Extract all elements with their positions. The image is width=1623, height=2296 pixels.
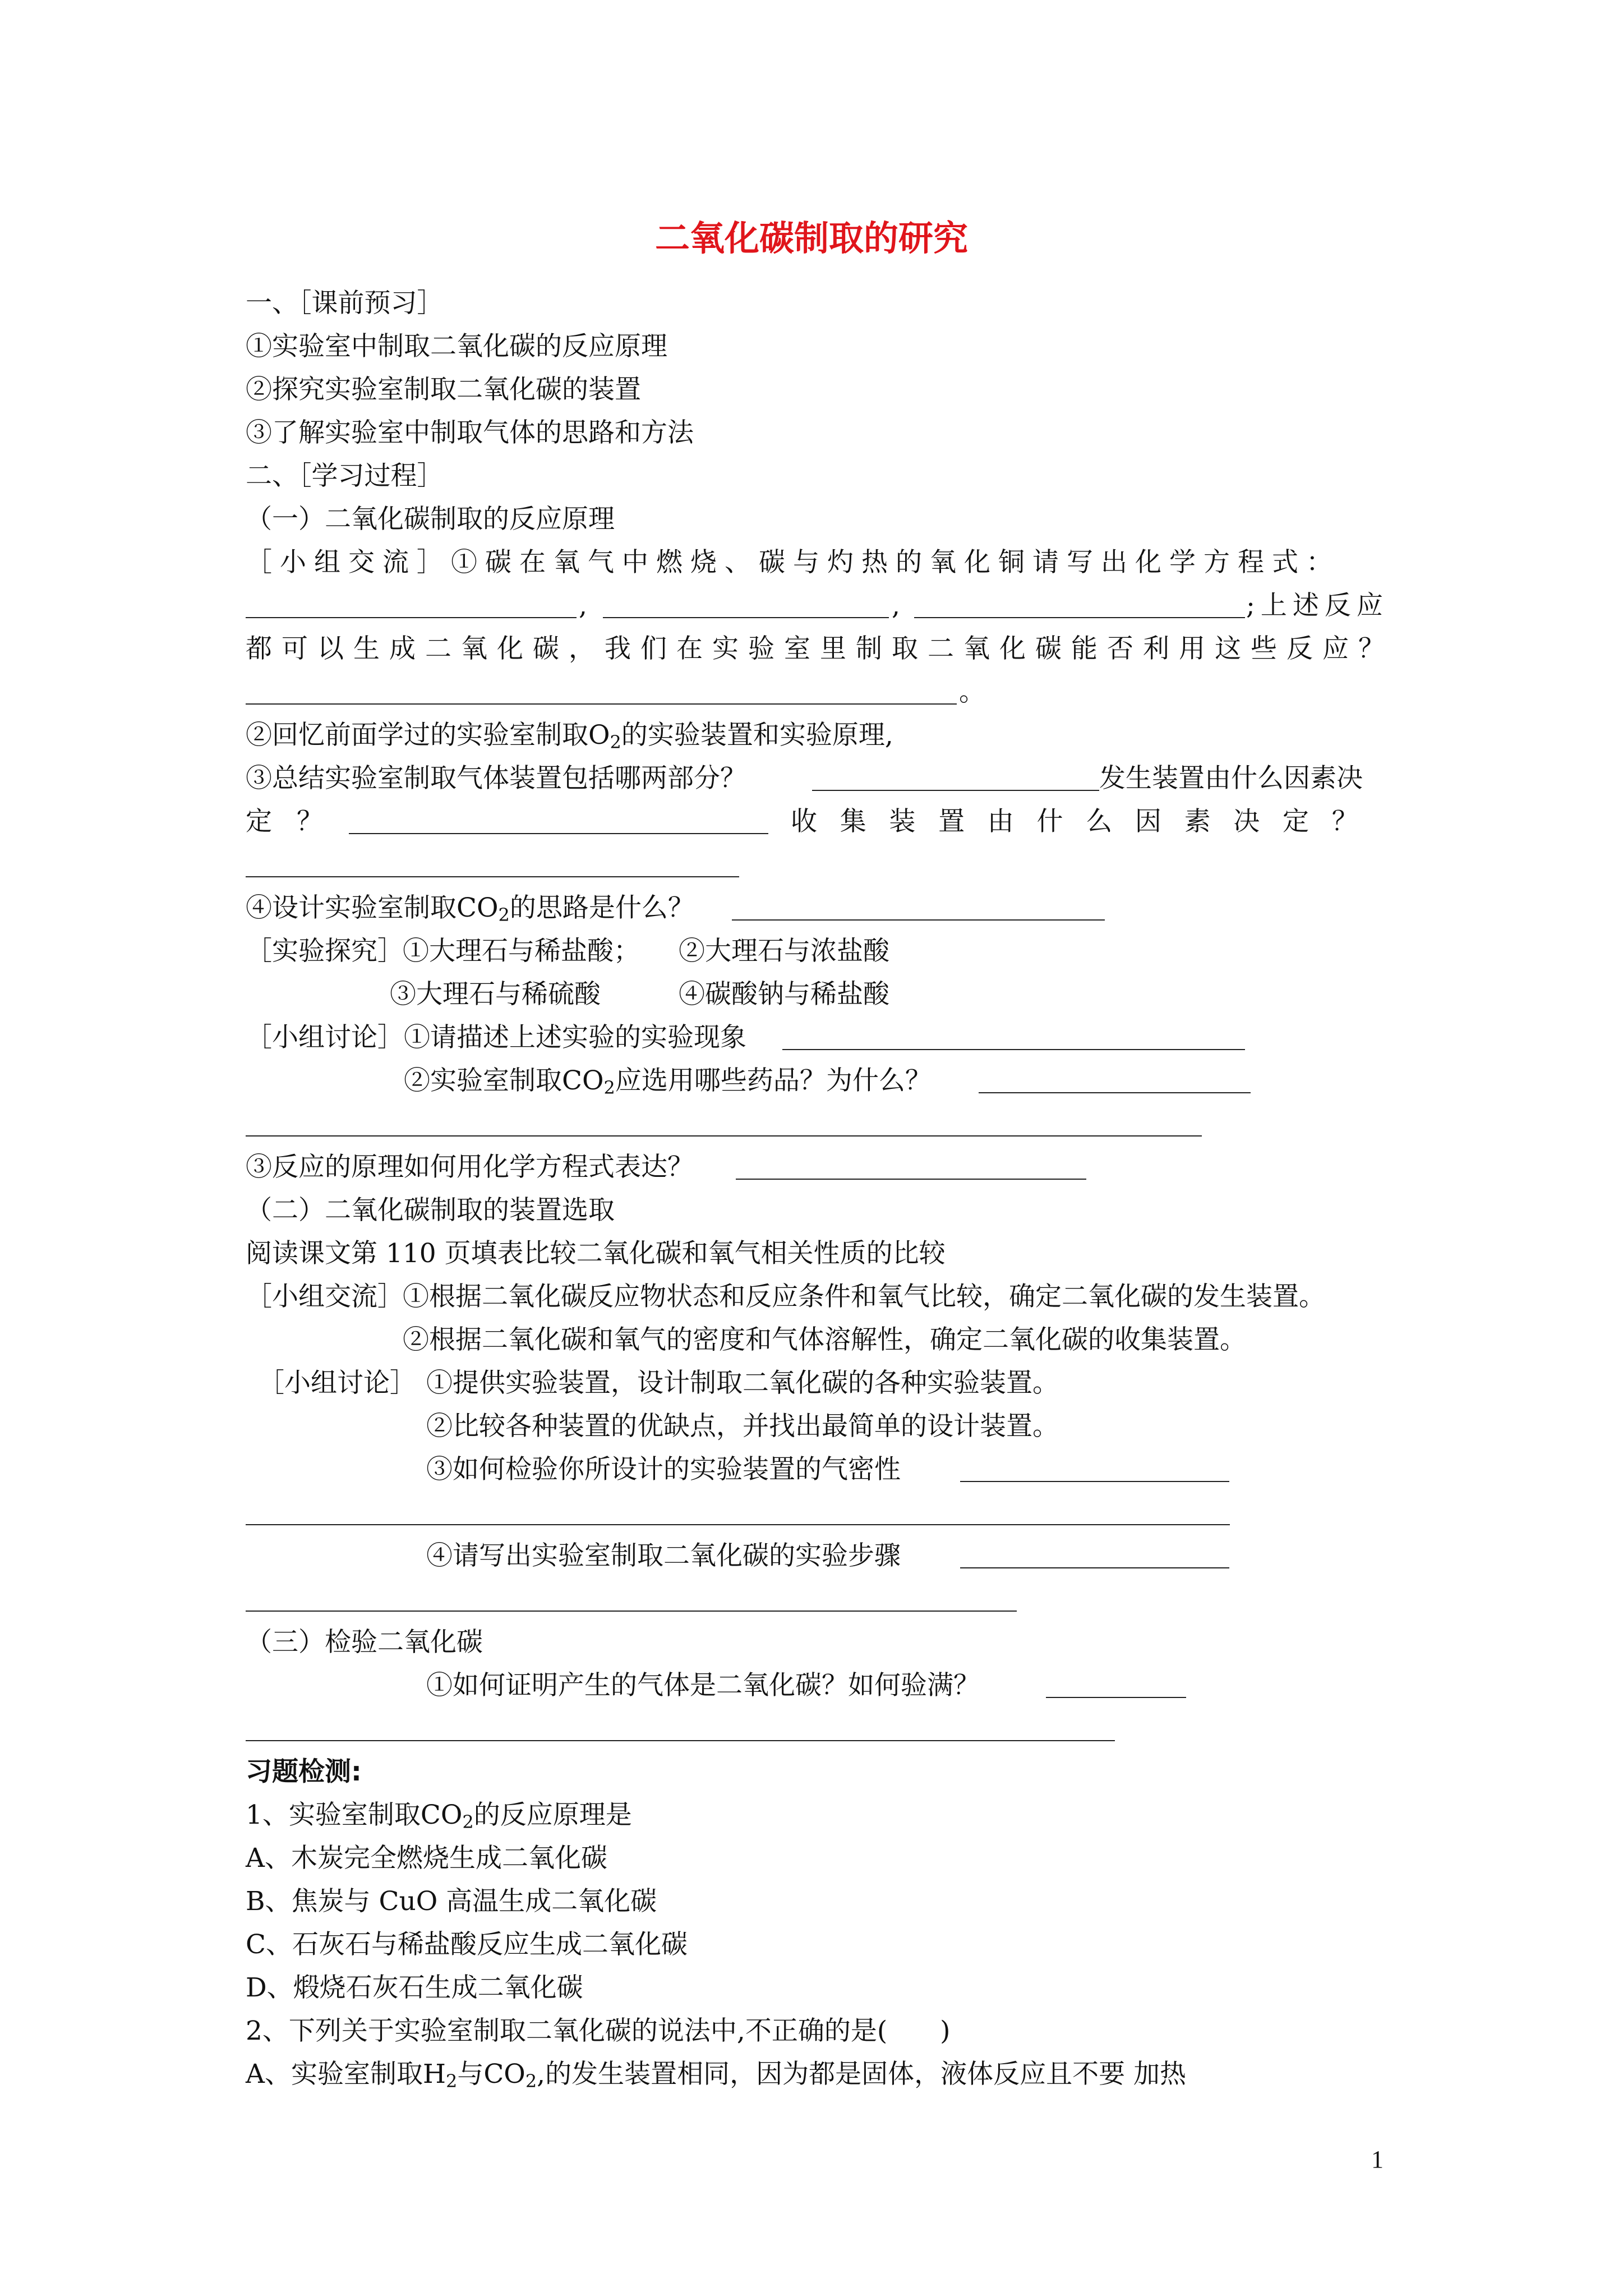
answer-blank[interactable] — [246, 876, 739, 877]
experiment-label: ［实验探究］ — [246, 936, 404, 967]
answer-blank[interactable] — [960, 1481, 1229, 1482]
answer-blank[interactable] — [914, 617, 1245, 618]
pre-study-item-2: ②探究实验室制取二氧化碳的装置 — [246, 374, 641, 405]
group-exchange-2-item-2: ②根据二氧化碳和氧气的密度和气体溶解性，确定二氧化碳的收集装置。 — [403, 1324, 1246, 1355]
reaction-question: ③反应的原理如何用化学方程式表达？ — [246, 1152, 694, 1182]
discussion-2-item-2: ②比较各种装置的优缺点，并找出最简单的设计装置。 — [426, 1411, 1059, 1442]
exercises-heading: 习题检测: — [246, 1756, 362, 1787]
answer-blank[interactable] — [979, 1092, 1251, 1093]
section-3-heading: （三）检验二氧化碳 — [246, 1627, 483, 1658]
summary-line-c1: 定？ — [246, 806, 348, 837]
summary-question-cont: 发生装置由什么因素决 — [1099, 763, 1363, 794]
experiment-item-3: ③大理石与稀硫酸 — [390, 979, 601, 1010]
discussion-2-item-4: ④请写出实验室制取二氧化碳的实验步骤 — [426, 1540, 901, 1571]
answer-blank[interactable] — [736, 1179, 1086, 1180]
blank-separator: , — [579, 590, 587, 621]
question-line: 都可以生成二氧化碳，我们在实验室里制取二氧化碳能否利用这些反应？ — [246, 633, 1394, 664]
discussion-item-2: ②实验室制取$CO_2$应选用哪些药品？为什么？ — [404, 1065, 932, 1098]
experiment-item-1: ①大理石与稀盐酸； — [403, 936, 640, 967]
experiment-item-4: ④碳酸钠与稀盐酸 — [679, 979, 889, 1010]
page-title: 二氧化碳制取的研究 — [654, 218, 968, 259]
answer-blank[interactable] — [246, 1611, 1017, 1612]
question-1-option-b: B、焦炭与 CuO 高温生成二氧化碳 — [246, 1886, 657, 1917]
question-2-option-a: A、实验室制取$H_2$与$CO_2$,的发生装置相同，因为都是固体，液体反应且不要 加热 — [246, 2059, 1187, 2092]
answer-blank[interactable] — [960, 1567, 1229, 1568]
pre-study-heading: 一、［课前预习］ — [246, 288, 444, 319]
period: 。 — [959, 677, 985, 707]
question-2: 2、下列关于实验室制取二氧化碳的说法中,不正确的是( ) — [246, 2016, 951, 2046]
discussion-2-label: ［小组讨论］ — [258, 1368, 416, 1398]
page-number: 1 — [1371, 2146, 1384, 2173]
blank-end-text: ;上述反应 — [1246, 590, 1389, 621]
answer-blank[interactable] — [246, 703, 957, 705]
section-2-heading: （二）二氧化碳制取的装置选取 — [246, 1195, 615, 1226]
discussion-label: ［小组讨论］ — [246, 1022, 404, 1053]
pre-study-item-1: ①实验室中制取二氧化碳的反应原理 — [246, 331, 667, 362]
pre-study-item-3: ③了解实验室中制取气体的思路和方法 — [246, 417, 694, 448]
design-question: ④设计实验室制取$CO_2$的思路是什么？ — [246, 892, 694, 926]
question-1: 1、实验室制取$CO_2$的反应原理是 — [246, 1800, 632, 1833]
answer-blank[interactable] — [732, 919, 1105, 921]
answer-blank[interactable] — [246, 1135, 1202, 1137]
experiment-item-2: ②大理石与浓盐酸 — [679, 936, 889, 967]
question-1-option-d: D、煅烧石灰石生成二氧化碳 — [246, 1972, 583, 2003]
answer-blank[interactable] — [246, 1740, 1115, 1741]
answer-blank[interactable] — [246, 617, 577, 618]
group-exchange-2-item-1: ①根据二氧化碳反应物状态和反应条件和氧气比较，确定二氧化碳的发生装置。 — [403, 1281, 1325, 1312]
summary-question: ③总结实验室制取气体装置包括哪两部分？ — [246, 763, 746, 794]
question-1-option-c: C、石灰石与稀盐酸反应生成二氧化碳 — [246, 1929, 688, 1960]
answer-blank[interactable] — [812, 790, 1099, 791]
group-exchange-2-label: ［小组交流］ — [246, 1281, 404, 1312]
section-1-heading: （一）二氧化碳制取的反应原理 — [246, 504, 615, 535]
section-3-item-1: ①如何证明产生的气体是二氧化碳？如何验满？ — [426, 1670, 980, 1701]
answer-blank[interactable] — [603, 617, 889, 618]
recall-line: ②回忆前面学过的实验室制取$O_2$的实验装置和实验原理, — [246, 720, 893, 753]
blank-separator: , — [892, 590, 900, 621]
reading-instruction: 阅读课文第 110 页填表比较二氧化碳和氧气相关性质的比较 — [246, 1238, 946, 1269]
group-exchange-1: ［小组交流］①碳在氧气中燃烧、碳与灼热的氧化铜请写出化学方程式： — [246, 547, 1340, 578]
process-heading: 二、［学习过程］ — [246, 461, 444, 491]
answer-blank[interactable] — [349, 833, 768, 834]
discussion-2-item-3: ③如何检验你所设计的实验装置的气密性 — [426, 1454, 901, 1485]
discussion-2-item-1: ①提供实验装置，设计制取二氧化碳的各种实验装置。 — [426, 1368, 1059, 1398]
question-1-option-a: A、木炭完全燃烧生成二氧化碳 — [246, 1843, 607, 1874]
answer-blank[interactable] — [1046, 1697, 1186, 1698]
summary-line-c2: 收集装置由什么因素决定？ — [791, 806, 1381, 837]
answer-blank[interactable] — [782, 1049, 1245, 1050]
answer-blank[interactable] — [246, 1524, 1230, 1525]
discussion-item-1: ①请描述上述实验的实验现象 — [404, 1022, 746, 1053]
